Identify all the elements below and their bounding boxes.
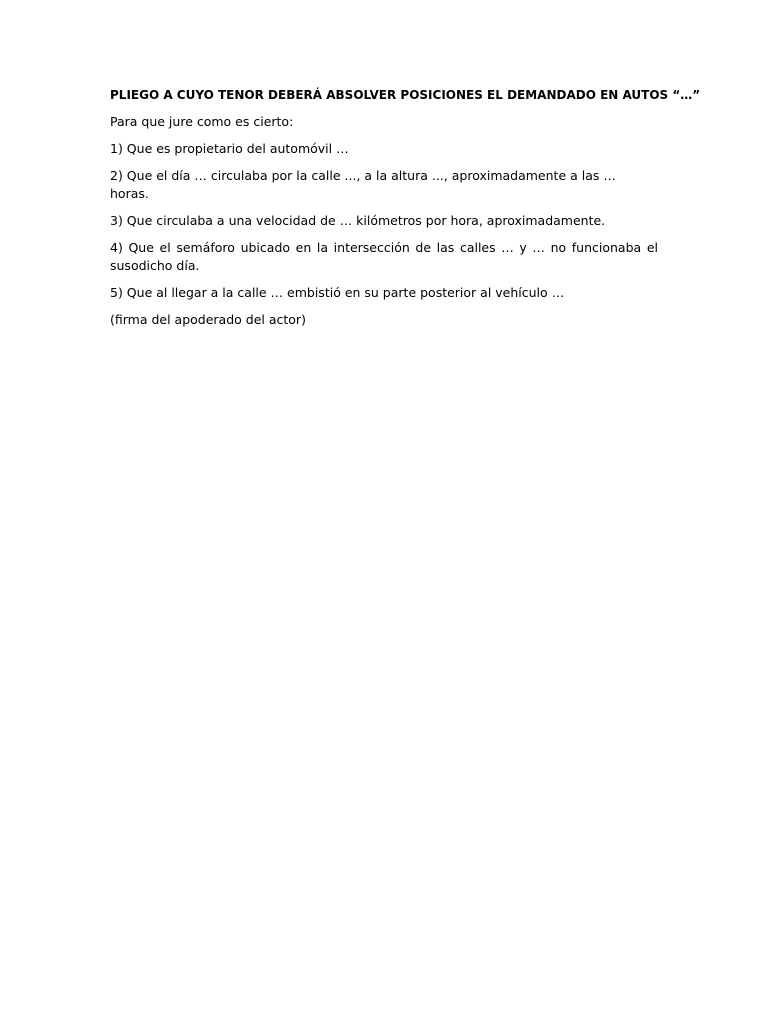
document-title: PLIEGO A CUYO TENOR DEBERÁ ABSOLVER POSICIONES EL DEMANDADO EN AUTOS “…” bbox=[110, 88, 701, 102]
position-item-4: 4) Que el semáforo ubicado en la intersección de las calles … y … no funcionaba el susodicho día. bbox=[110, 240, 658, 273]
position-item-3: 3) Que circulaba a una velocidad de … kilómetros por hora, aproximadamente. bbox=[110, 213, 606, 228]
document-page bbox=[110, 86, 701, 338]
position-item-5: 5) Que al llegar a la calle … embistió en su parte posterior al vehículo … bbox=[110, 285, 565, 300]
signature-line: (firma del apoderado del actor) bbox=[110, 312, 306, 327]
document-intro: Para que jure como es cierto: bbox=[110, 114, 294, 129]
position-item-1: 1) Que es propietario del automóvil … bbox=[110, 141, 349, 156]
position-item-2: 2) Que el día … circulaba por la calle ..., a la altura ..., aproximadamente a las … horas. bbox=[110, 168, 616, 201]
